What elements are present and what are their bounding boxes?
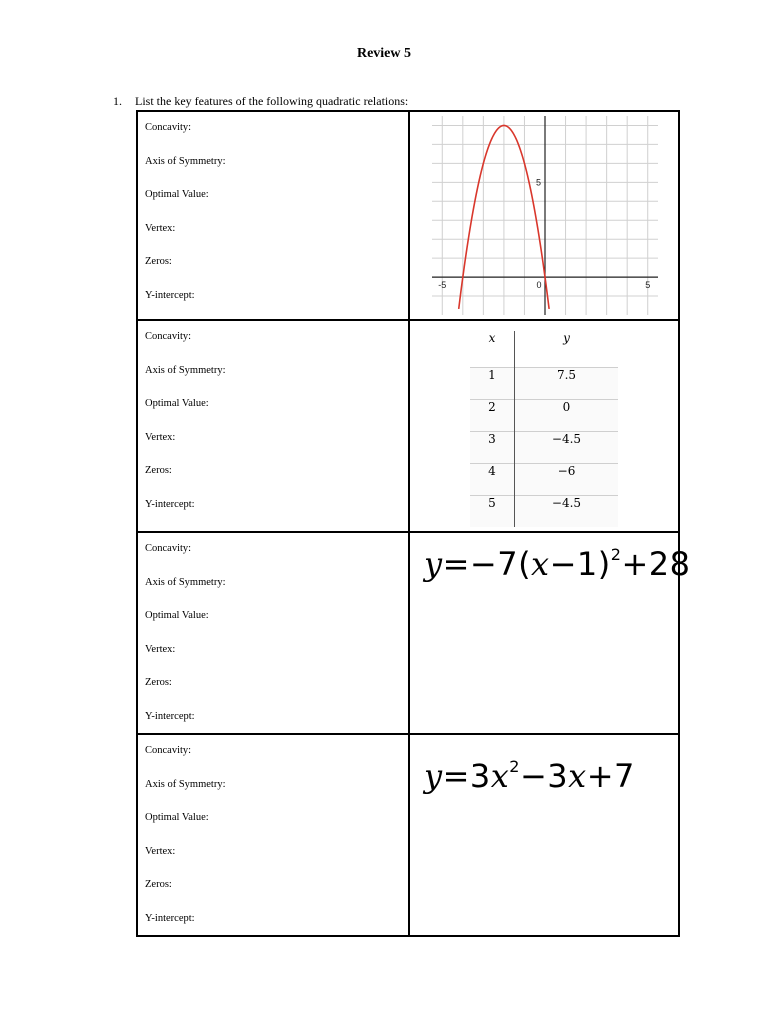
label-axis-of-symmetry: Axis of Symmetry: xyxy=(145,778,226,790)
label-axis-of-symmetry: Axis of Symmetry: xyxy=(145,155,226,167)
value-x: 5 xyxy=(470,496,515,528)
label-zeros: Zeros: xyxy=(145,879,172,890)
table-row xyxy=(137,320,679,532)
value-x: 4 xyxy=(470,464,515,496)
labels-cell xyxy=(137,532,409,734)
label-concavity: Concavity: xyxy=(145,745,192,756)
eq-x-var: x xyxy=(490,757,510,795)
eq-part: +7 xyxy=(586,757,635,795)
vertex-form-equation xyxy=(424,545,690,583)
label-vertex: Vertex: xyxy=(145,845,176,857)
value-x: 1 xyxy=(470,368,515,400)
labels-cell xyxy=(137,320,409,532)
label-optimal-value: Optimal Value: xyxy=(145,398,209,409)
eq-x-var: x xyxy=(568,757,587,795)
eq-y-var: y xyxy=(424,757,443,795)
question-number: 1. xyxy=(113,94,122,108)
values-row xyxy=(470,464,618,496)
table-row xyxy=(137,111,679,320)
label-zeros: Zeros: xyxy=(145,465,172,476)
values-row xyxy=(470,368,618,400)
values-header-row xyxy=(470,331,618,368)
values-row xyxy=(470,400,618,432)
label-optimal-value: Optimal Value: xyxy=(145,610,209,621)
label-y-intercept: Y-intercept: xyxy=(145,710,195,722)
value-y: −4.5 xyxy=(515,496,619,528)
values-row xyxy=(470,496,618,528)
y-tick-label: 5 xyxy=(535,177,541,188)
label-concavity: Concavity: xyxy=(145,122,192,133)
label-y-intercept: Y-intercept: xyxy=(145,498,195,510)
eq-exponent: 2 xyxy=(509,757,520,777)
eq-part: =3 xyxy=(442,757,491,795)
label-zeros: Zeros: xyxy=(145,677,172,688)
table-row xyxy=(137,734,679,936)
value-y: −4.5 xyxy=(515,432,619,464)
labels-cell xyxy=(137,734,409,936)
eq-y-var: y xyxy=(424,545,443,583)
equation-cell xyxy=(409,734,679,936)
value-x: 3 xyxy=(470,432,515,464)
table-cell xyxy=(409,320,679,532)
values-table xyxy=(470,331,618,527)
label-axis-of-symmetry: Axis of Symmetry: xyxy=(145,364,226,376)
eq-x-var: x xyxy=(531,545,550,583)
labels-list xyxy=(138,104,408,312)
question-text: List the key features of the following quadratic relations: xyxy=(135,94,409,108)
features-table xyxy=(136,110,691,937)
label-y-intercept: Y-intercept: xyxy=(145,912,195,924)
value-y: −6 xyxy=(515,464,619,496)
labels-cell xyxy=(137,111,409,320)
label-axis-of-symmetry: Axis of Symmetry: xyxy=(145,576,226,588)
values-row xyxy=(470,432,618,464)
value-x: 2 xyxy=(470,400,515,432)
eq-part: =−7( xyxy=(442,545,532,583)
labels-list xyxy=(138,727,408,935)
label-vertex: Vertex: xyxy=(145,222,176,234)
x-tick-label: 5 xyxy=(645,280,651,291)
eq-part: −1) xyxy=(549,545,611,583)
label-optimal-value: Optimal Value: xyxy=(145,189,209,200)
header-x: x xyxy=(470,331,515,368)
label-optimal-value: Optimal Value: xyxy=(145,812,209,823)
value-y: 0 xyxy=(515,400,619,432)
x-tick-label: -5 xyxy=(438,280,447,291)
header-y: y xyxy=(563,331,570,345)
x-tick-label: 0 xyxy=(536,280,542,291)
label-concavity: Concavity: xyxy=(145,543,192,554)
table-row xyxy=(137,532,679,734)
value-y: 7.5 xyxy=(515,368,619,400)
eq-exponent: 2 xyxy=(610,545,622,565)
parabola-graph xyxy=(410,112,678,319)
eq-part: +28 xyxy=(621,545,691,583)
label-concavity: Concavity: xyxy=(145,331,192,342)
label-zeros: Zeros: xyxy=(145,256,172,267)
eq-part: −3 xyxy=(519,757,569,795)
labels-list xyxy=(138,525,408,733)
equation-cell xyxy=(409,532,691,734)
label-y-intercept: Y-intercept: xyxy=(145,289,195,301)
standard-form-equation xyxy=(424,757,635,795)
label-vertex: Vertex: xyxy=(145,431,176,443)
labels-list xyxy=(138,313,408,521)
page-title: Review 5 xyxy=(356,46,412,61)
graph-cell xyxy=(409,111,679,320)
label-vertex: Vertex: xyxy=(145,643,176,655)
